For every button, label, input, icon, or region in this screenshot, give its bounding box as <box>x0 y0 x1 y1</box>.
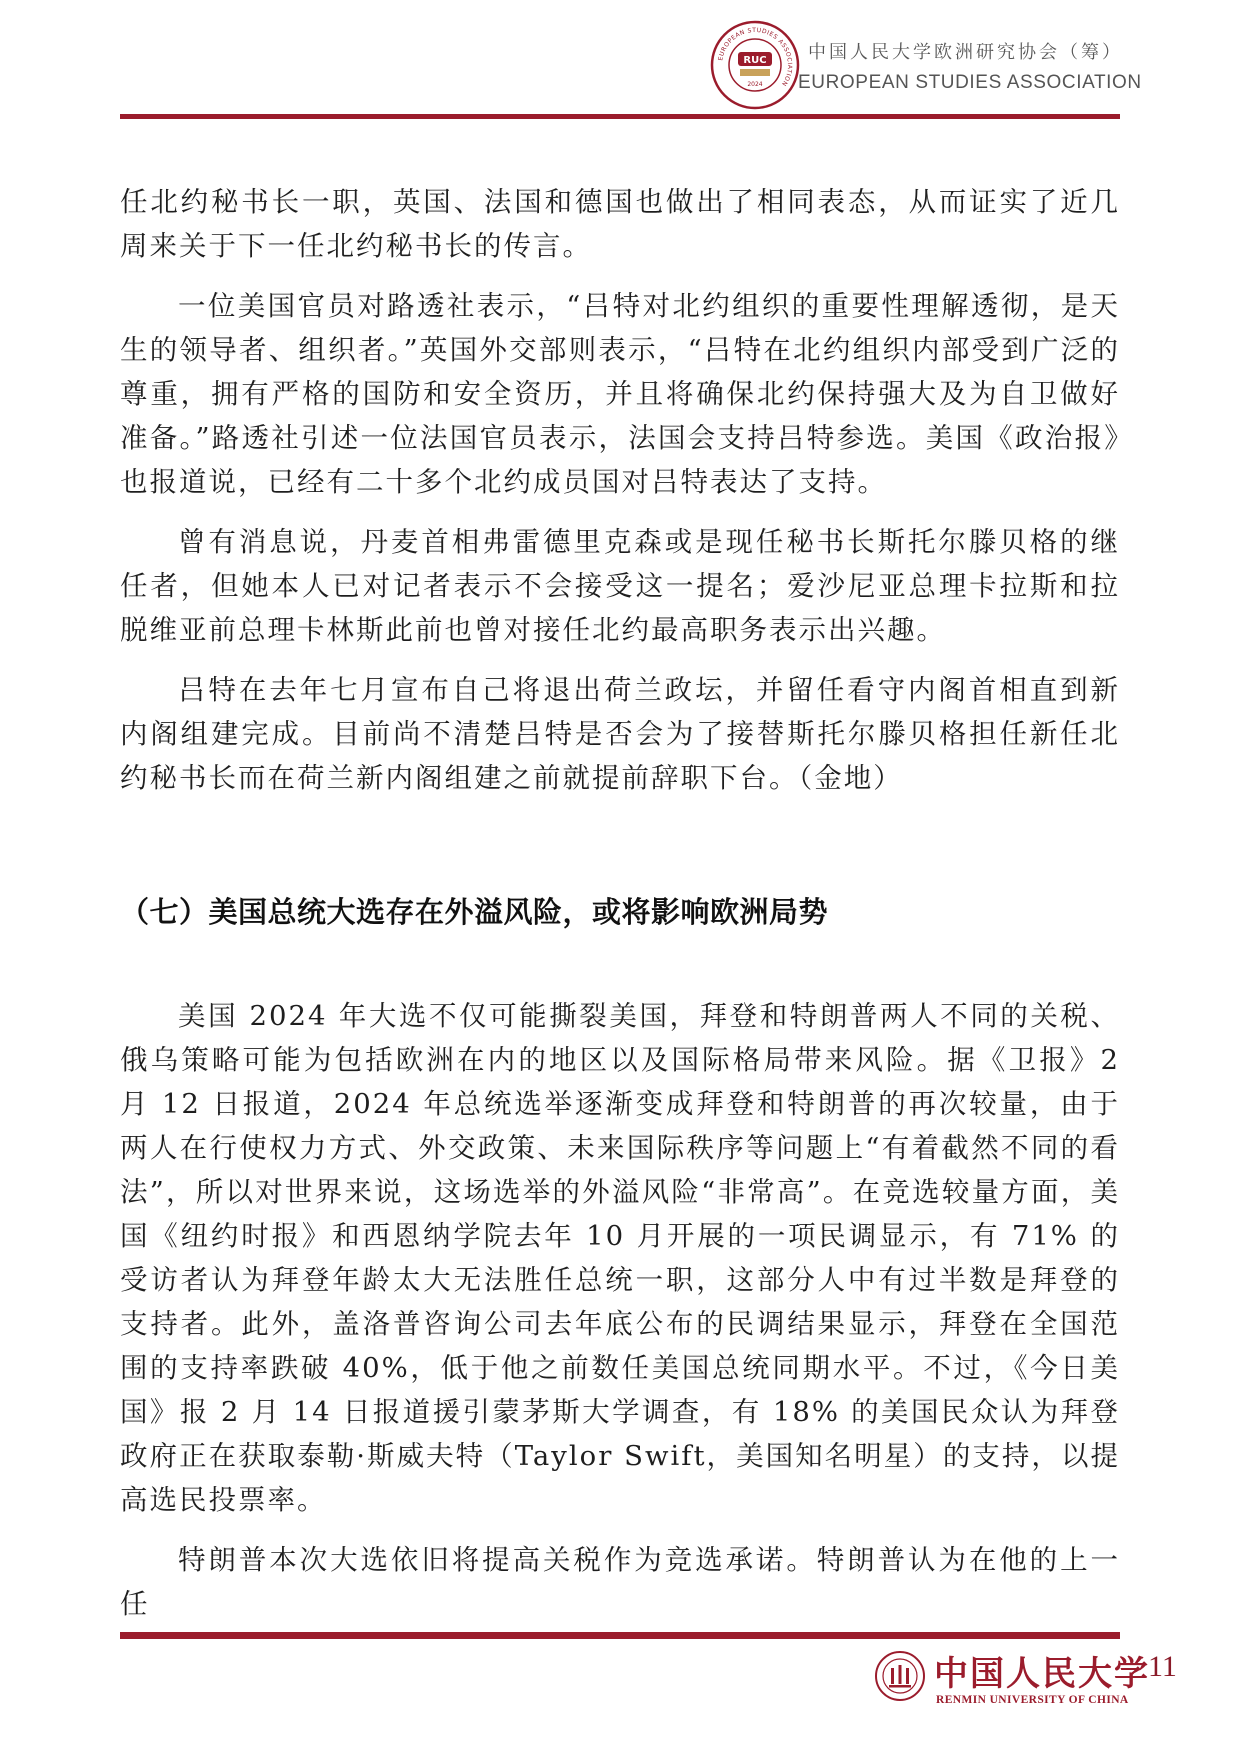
university-name-en: RENMIN UNIVERSITY OF CHINA <box>936 1694 1129 1706</box>
paragraph: 一位美国官员对路透社表示，“吕特对北约组织的重要性理解透彻，是天生的领导者、组织者。”英国外交部则表示，“吕特在北约组织内部受到广泛的尊重，拥有严格的国防和安全资历，并且将确保北约保持强大及为自卫做好准备。”路透社引述一位法国官员表示，法国会支持吕特参选。美国《政治报》也报道说，已经有二十多个北约成员国对吕特表达了支持。 <box>120 290 1120 498</box>
paragraph: 任北约秘书长一职，英国、法国和德国也做出了相同表态，从而证实了近几周来关于下一任北约秘书长的传言。 <box>120 186 1120 262</box>
association-name-en: EUROPEAN STUDIES ASSOCIATION <box>798 72 1142 93</box>
header-divider <box>120 114 1120 119</box>
article-body <box>120 180 1120 1626</box>
logo-building-icon <box>740 69 770 76</box>
paragraph: 吕特在去年七月宣布自己将退出荷兰政坛，并留任看守内阁首相直到新内阁组建完成。目前尚不清楚吕特是否会为了接替斯托尔滕贝格担任新任北约秘书长而在荷兰新内阁组建之前就提前辞职下台。（金地） <box>120 674 1120 794</box>
paragraph: 曾有消息说，丹麦首相弗雷德里克森或是现任秘书长斯托尔滕贝格的继任者，但她本人已对记者表示不会接受这一提名；爱沙尼亚总理卡拉斯和拉脱维亚前总理卡林斯此前也曾对接任北约最高职务表示出兴趣。 <box>120 526 1120 646</box>
logo-ring-text: EUROPEAN STUDIES ASSOCIATION <box>717 26 794 88</box>
paragraph: 特朗普本次大选依旧将提高关税作为竞选承诺。特朗普认为在他的上一任 <box>120 1544 1120 1620</box>
paragraph: 美国 2024 年大选不仅可能撕裂美国，拜登和特朗普两人不同的关税、俄乌策略可能为包括欧洲在内的地区以及国际格局带来风险。据《卫报》2 月 12 日报道，2024 年总统选举逐渐变成拜登和特朗普的再次较量，由于两人在行使权力方式、外交政策、未来国际秩序等问题上“有着截然不同的看法”，所以对世界来说，这场选举的外溢风险“非常高”。在竞选较量方面，美国《纽约时报》和西恩纳学院去年 10 月开展的一项民调显示，有 71% 的受访者认为拜登年龄太大无法胜任总统一职，这部分人中有过半数是拜登的支持者。此外，盖洛普咨询公司去年底公布的民调结果显示，拜登在全国范围的支持率跌破 40%，低于他之前数任美国总统同期水平。不过，《今日美国》报 2 月 14 日报道援引蒙茅斯大学调查，有 18% 的美国民众认为拜登政府正在获取泰勒·斯威夫特（Taylor Swift，美国知名明星）的支持，以提高选民投票率。 <box>120 1000 1120 1516</box>
page-number: 11 <box>1148 1650 1177 1683</box>
association-name-cn: 中国人民大学欧洲研究协会（筹） <box>808 42 1123 63</box>
section-heading: （七）美国总统大选存在外溢风险，或将影响欧洲局势 <box>120 895 829 929</box>
university-seal-icon <box>874 1650 926 1702</box>
page-header <box>0 0 1240 120</box>
logo-year: 2024 <box>747 81 763 88</box>
footer-divider <box>120 1632 1120 1639</box>
logo-text: RUC <box>743 55 767 66</box>
association-logo <box>710 20 800 110</box>
university-name-cn: 中国人民大学 <box>934 1654 1150 1694</box>
